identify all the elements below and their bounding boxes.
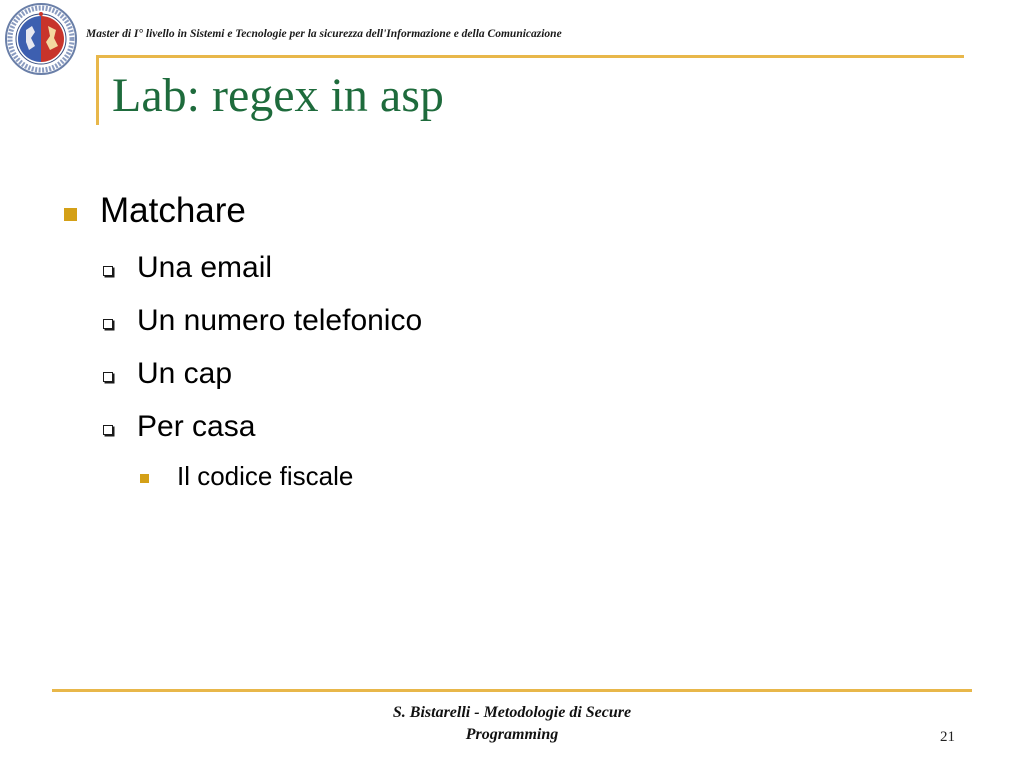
footer-caption [312, 702, 712, 746]
square-bullet-icon [64, 208, 77, 221]
slide-title: Lab: regex in asp [112, 69, 444, 122]
bullet-level2-item: Per casa [137, 410, 256, 443]
hollow-square-bullet-icon [103, 372, 113, 382]
hollow-square-bullet-icon [103, 319, 113, 329]
header-caption: Master di I° livello in Sistemi e Tecnologie per la sicurezza dell'Informazione e della Comunicazione [86, 28, 562, 40]
hollow-square-bullet-icon [103, 425, 113, 435]
top-rule [96, 55, 964, 58]
bottom-rule [52, 689, 972, 692]
footer-line-1: S. Bistarelli - Metodologie di Secure [392, 704, 632, 721]
bullet-level2-item: Un cap [137, 357, 233, 390]
university-seal-icon [4, 2, 78, 76]
vertical-rule [96, 55, 99, 125]
page-number: 21 [940, 729, 955, 745]
bullet-level2-item: Una email [137, 251, 273, 284]
small-square-bullet-icon [140, 474, 149, 483]
bullet-level3: Il codice fiscale [177, 461, 354, 491]
bullet-level2-item: Un numero telefonico [137, 304, 423, 337]
hollow-square-bullet-icon [103, 266, 113, 276]
bullet-level1: Matchare [100, 191, 246, 230]
footer-line-2: Programming [465, 726, 559, 743]
